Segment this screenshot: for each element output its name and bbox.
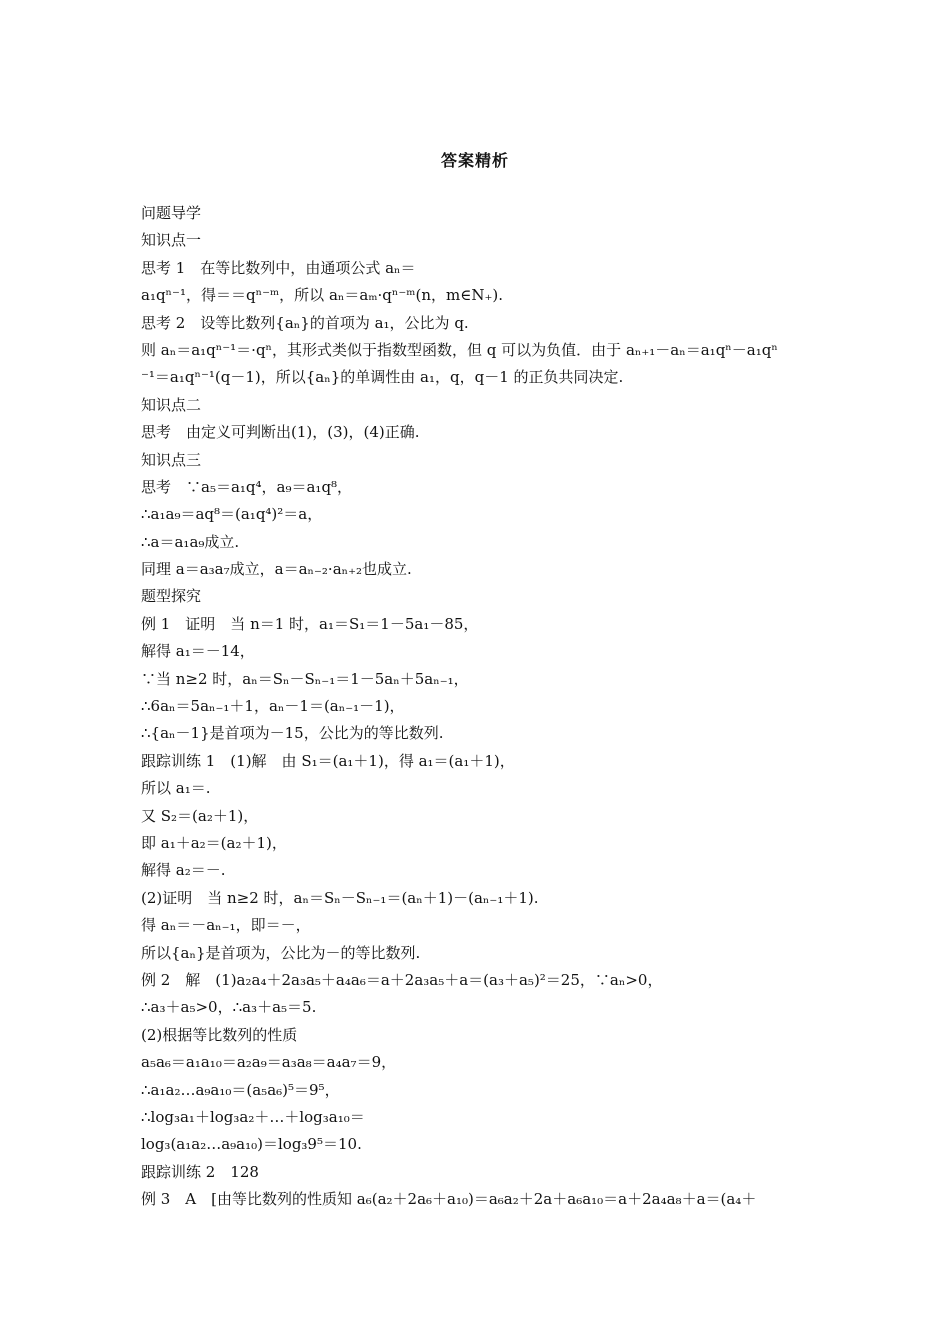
text-line: ∴a＝a₁a₉成立. <box>141 532 240 551</box>
text-line: 思考 2 设等比数列{aₙ}的首项为 a₁，公比为 q. <box>141 313 469 332</box>
text-line: 思考 1 在等比数列中，由通项公式 aₙ＝ <box>141 258 416 277</box>
text-line: ∴a₁a₉＝aq⁸＝(a₁q⁴)²＝a， <box>141 505 323 524</box>
text-line: 知识点一 <box>141 231 202 250</box>
text-line: 所以 a₁＝. <box>141 779 211 798</box>
text-line: 思考 ∵a₅＝a₁q⁴，a₉＝a₁q⁸， <box>141 477 353 496</box>
text-line: ∵当 n≥2 时，aₙ＝Sₙ－Sₙ₋₁＝1－5aₙ＋5aₙ₋₁， <box>141 669 469 688</box>
text-line: 跟踪训练 1 (1)解 由 S₁＝(a₁＋1)，得 a₁＝(a₁＋1)， <box>141 751 515 770</box>
text-line: 题型探究 <box>141 587 202 606</box>
text-line: 知识点三 <box>141 450 202 469</box>
text-line: (2)根据等比数列的性质 <box>141 1025 298 1044</box>
text-line: 例 1 证明 当 n＝1 时，a₁＝S₁＝1－5a₁－85， <box>141 614 479 633</box>
text-line: ∴a₁a₂…a₉a₁₀＝(a₅a₆)⁵＝9⁵， <box>141 1080 340 1099</box>
text-line: ⁻¹＝a₁qⁿ⁻¹(q－1)，所以{aₙ}的单调性由 a₁，q，q－1 的正负共同决定. <box>141 368 624 387</box>
text-line: ∴6aₙ＝5aₙ₋₁＋1，aₙ－1＝(aₙ₋₁－1)， <box>141 697 405 716</box>
text-line: 思考 由定义可判断出(1)，(3)，(4)正确. <box>141 423 420 442</box>
text-line: 知识点二 <box>141 395 202 414</box>
text-line: a₅a₆＝a₁a₁₀＝a₂a₉＝a₃a₈＝a₄a₇＝9， <box>141 1053 397 1072</box>
text-line: 解得 a₂＝－. <box>141 861 226 880</box>
text-line: 跟踪训练 2 128 <box>141 1162 259 1181</box>
text-line: (2)证明 当 n≥2 时，aₙ＝Sₙ－Sₙ₋₁＝(aₙ＋1)－(aₙ₋₁＋1). <box>141 888 539 907</box>
text-line: a₁qⁿ⁻¹，得＝＝qⁿ⁻ᵐ，所以 aₙ＝aₘ·qⁿ⁻ᵐ(n，m∈N₊). <box>141 286 504 305</box>
text-line: 例 2 解 (1)a₂a₄＋2a₃a₅＋a₄a₆＝a＋2a₃a₅＋a＝(a₃＋a₅)²＝25，∵aₙ>0， <box>141 970 663 989</box>
text-line: 例 3 A [由等比数列的性质知 a₆(a₂＋2a₆＋a₁₀)＝a₆a₂＋2a＋a₆a₁₀＝a＋2a₄a₈＋a＝(a₄＋ <box>141 1190 757 1209</box>
text-line: 同理 a＝a₃a₇成立，a＝aₙ₋₂·aₙ₊₂也成立. <box>141 560 412 579</box>
text-line: 又 S₂＝(a₂＋1)， <box>141 806 259 825</box>
answer-body <box>141 200 821 1213</box>
text-line: ∴a₃＋a₅>0，∴a₃＋a₅＝5. <box>141 998 317 1017</box>
text-line: 所以{aₙ}是首项为，公比为－的等比数列. <box>141 943 421 962</box>
text-line: 则 aₙ＝a₁qⁿ⁻¹＝·qⁿ，其形式类似于指数型函数，但 q 可以为负值．由于 aₙ₊₁－aₙ＝a₁qⁿ－a₁qⁿ <box>141 340 778 359</box>
text-line: ∴{aₙ－1}是首项为－15，公比为的等比数列. <box>141 724 444 743</box>
text-line: 问题导学 <box>141 204 202 222</box>
text-line: log₃(a₁a₂…a₉a₁₀)＝log₃9⁵＝10. <box>141 1135 362 1154</box>
text-line: ∴log₃a₁＋log₃a₂＋…＋log₃a₁₀＝ <box>141 1107 365 1126</box>
page-title: 答案精析 <box>440 151 509 170</box>
text-line: 得 aₙ＝－aₙ₋₁，即＝－， <box>141 916 311 935</box>
text-line: 解得 a₁＝－14， <box>141 642 255 661</box>
text-line: 即 a₁＋a₂＝(a₂＋1)， <box>141 833 287 852</box>
